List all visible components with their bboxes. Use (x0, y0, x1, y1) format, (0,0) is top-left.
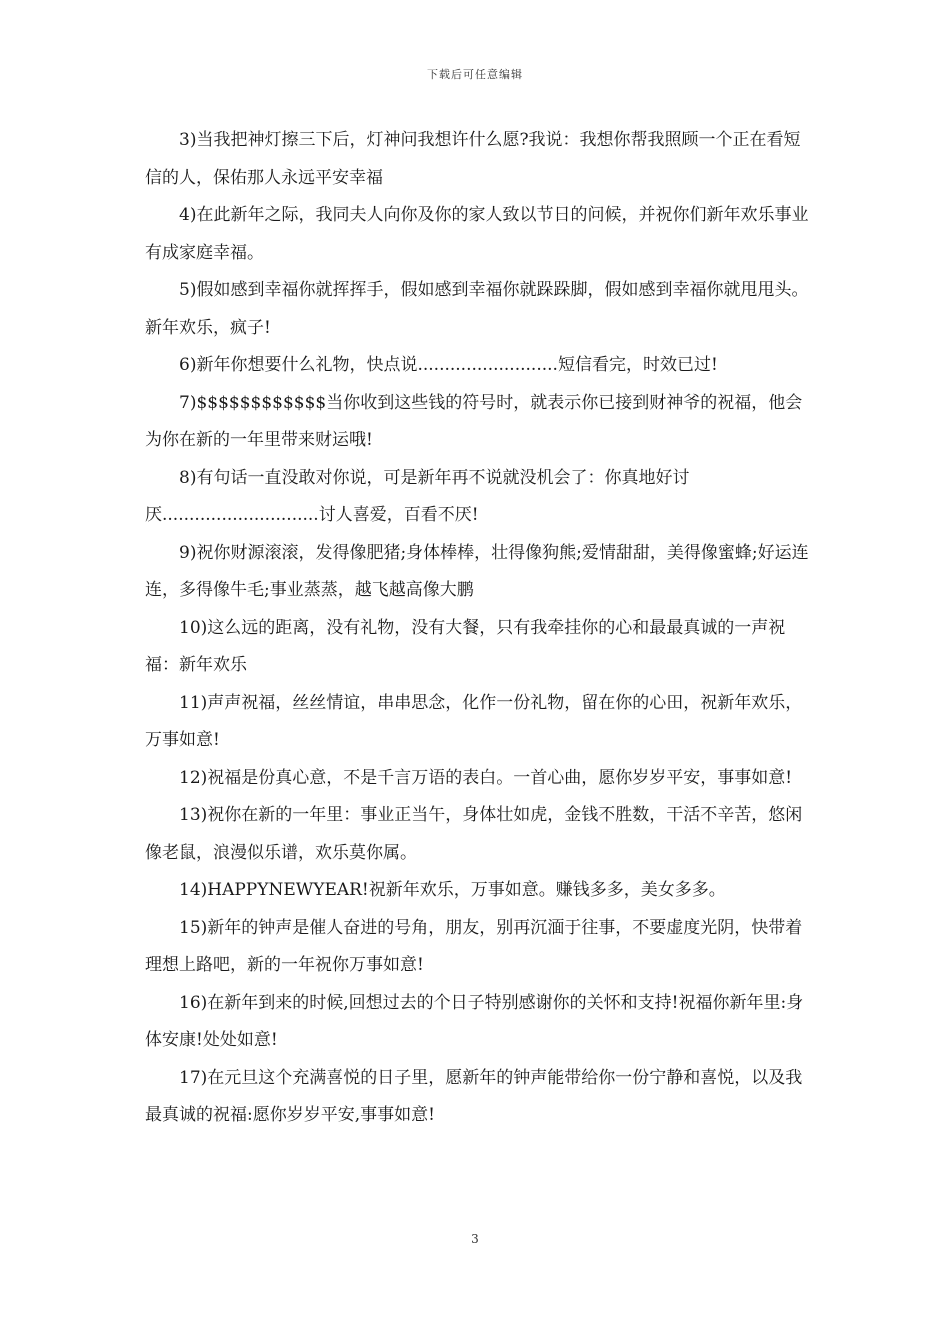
paragraph-5: 5)假如感到幸福你就挥挥手，假如感到幸福你就跺跺脚，假如感到幸福你就甩甩头。新年欢乐，疯子! (145, 280, 809, 338)
paragraph-8: 8)有句话一直没敢对你说，可是新年再不说就没机会了：你真地好讨厌.............................讨人喜爱，百看不厌! (145, 467, 690, 525)
paragraph-7: 7)$$$$$$$$$$$$当你收到这些钱的符号时，就表示你已接到财神爷的祝福，他会为你在新的一年里带来财运哦! (145, 392, 803, 450)
paragraph-11: 11)声声祝福，丝丝情谊，串串思念，化作一份礼物，留在你的心田，祝新年欢乐，万事如意! (145, 692, 803, 750)
paragraph-17: 17)在元旦这个充满喜悦的日子里，愿新年的钟声能带给你一份宁静和喜悦，以及我最真诚的祝福:愿你岁岁平安,事事如意! (145, 1067, 803, 1125)
page-header: 下载后可任意编辑 (427, 68, 523, 81)
paragraph-13: 13)祝你在新的一年里：事业正当午，身体壮如虎，金钱不胜数，干活不辛苦，悠闲像老鼠，浪漫似乐谱，欢乐莫你属。 (145, 805, 803, 863)
paragraph-3: 3)当我把神灯擦三下后，灯神问我想许什么愿?我说：我想你帮我照顾一个正在看短信的人，保佑那人永远平安幸福 (145, 130, 801, 188)
page-number: 3 (471, 1232, 479, 1246)
paragraph-12: 12)祝福是份真心意，不是千言万语的表白。一首心曲，愿你岁岁平安，事事如意! (179, 767, 793, 788)
paragraph-14: 14)HAPPYNEWYEAR!祝新年欢乐，万事如意。赚钱多多，美女多多。 (179, 880, 726, 900)
document-body (145, 122, 810, 1135)
paragraph-4: 4)在此新年之际，我同夫人向你及你的家人致以节日的问候，并祝你们新年欢乐事业有成家庭幸福。 (145, 205, 809, 263)
paragraph-6: 6)新年你想要什么礼物，快点说..........................短信看完，时效已过! (179, 355, 718, 375)
paragraph-10: 10)这么远的距离，没有礼物，没有大餐，只有我牵挂你的心和最最真诚的一声祝福：新年欢乐 (145, 617, 786, 675)
paragraph-15: 15)新年的钟声是催人奋进的号角，朋友，别再沉湎于往事，不要虚度光阴，快带着理想上路吧，新的一年祝你万事如意! (145, 917, 803, 975)
paragraph-16: 16)在新年到来的时候,回想过去的个日子特别感谢你的关怀和支持!祝福你新年里:身体安康!处处如意! (145, 992, 804, 1050)
paragraph-9: 9)祝你财源滚滚，发得像肥猪;身体棒棒，壮得像狗熊;爱情甜甜，美得像蜜蜂;好运连连，多得像牛毛;事业蒸蒸，越飞越高像大鹏 (145, 542, 809, 600)
